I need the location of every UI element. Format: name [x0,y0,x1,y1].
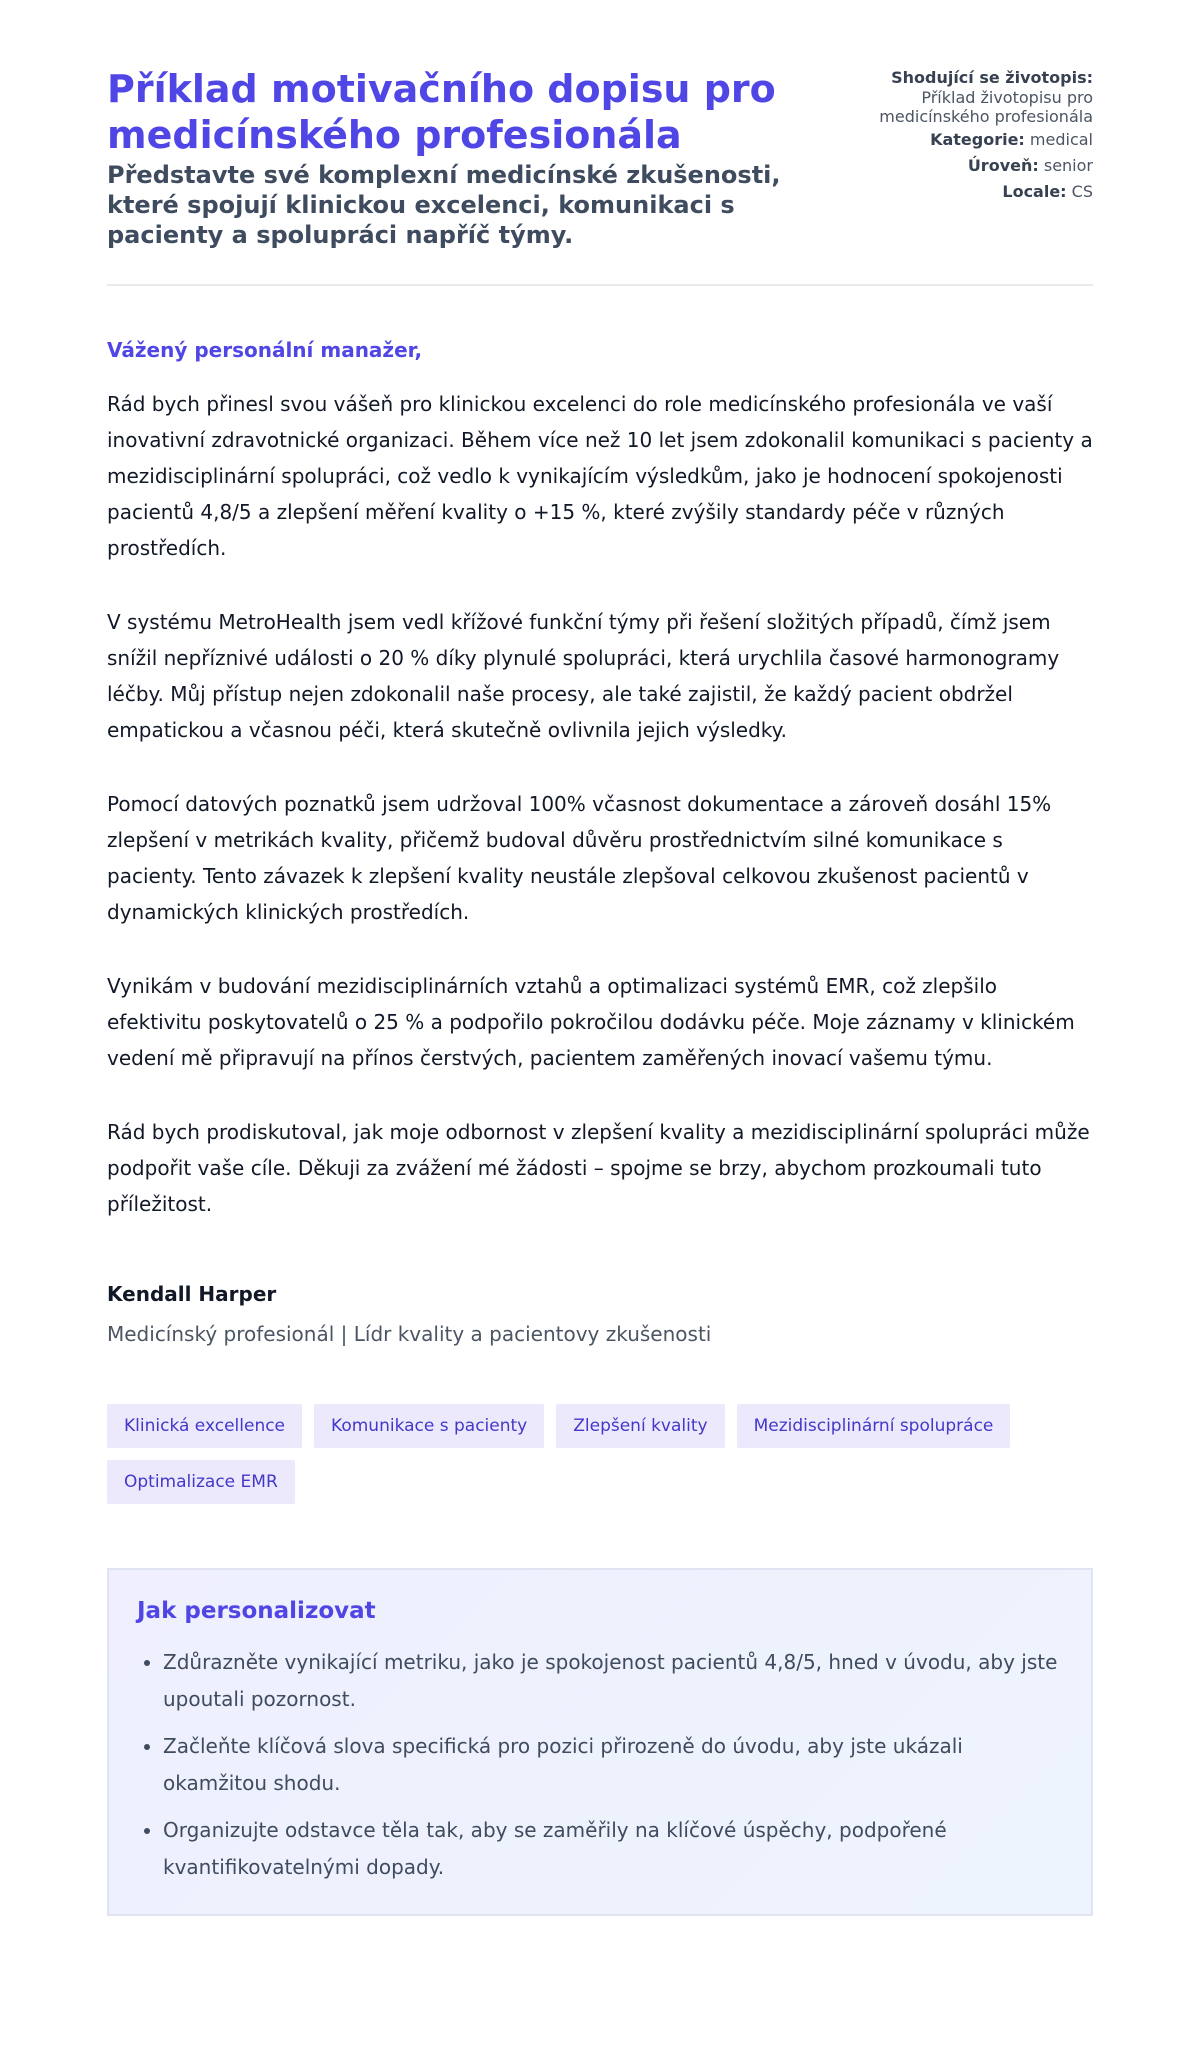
letter-greeting: Vážený personální manažer, [107,338,423,362]
skill-tag[interactable]: Zlepšení kvality [556,1404,724,1448]
tips-list [137,1644,1063,1886]
letter-paragraph: Rád bych prodiskutoval, jak moje odbornost v zlepšení kvality a mezidisciplinární spolupráci může podpořit vaše cíle. Děkuji za zvážení mé žádosti – spojme se brzy, abychom prozkoumali tuto příležitost. [107,1120,1090,1216]
tips-list-item: • Organizujte odstavce těla tak, aby se zaměřily na klíčové úspěchy, podpořené kvantifikovatelnými dopady. [163,1812,1063,1886]
page-title: Příklad motivačního dopisu pro medicínského profesionála [107,67,776,157]
skill-tags [107,1404,1093,1504]
letter-paragraph: V systému MetroHealth jsem vedl křížové funkční týmy při řešení složitých případů, čímž jsem snížil nepříznivé události o 20 % díky plynulé spolupráci, která urychlila časové harmonogramy léčby. Můj přístup nejen zdokonalil naše procesy, ale také zajistil, že každý pacient obdržel empatickou a včasnou péči, která skutečně ovlivnila jejich výsledky. [107,610,1060,742]
signature-block [107,1280,1093,1348]
meta-category-value: medical [1029,130,1093,149]
signature-name: Kendall Harper [107,1282,277,1306]
letter-body [107,386,1093,1222]
skill-tag[interactable]: Optimalizace EMR [107,1460,295,1504]
meta-level [833,156,1093,176]
skill-tag[interactable]: Komunikace s pacienty [314,1404,544,1448]
meta-category-label: Kategorie: [930,130,1025,149]
personalization-tips [107,1568,1093,1916]
meta-level-label: Úroveň: [967,156,1039,175]
tips-list-item: • Začleňte klíčová slova specifická pro pozici přirozeně do úvodu, aby jste ukázali okamžitou shodu. [163,1728,1063,1802]
tips-list-item: • Zdůrazněte vynikající metriku, jako je spokojenost pacientů 4,8/5, hned v úvodu, aby jste upoutali pozornost. [163,1644,1063,1718]
letter-paragraph: Rád bych přinesl svou vášeň pro klinickou excelenci do role medicínského profesionála ve vaší inovativní zdravotnické organizaci. Během více než 10 let jsem zdokonalil komunikaci s pacienty a mezidisciplinární spolupráci, což vedlo k vynikajícím výsledkům, jako je hodnocení spokojenosti pacientů 4,8/5 a zlepšení měření kvality o +15 %, které zvýšily standardy péče v různých prostředích. [107,392,1093,560]
meta-category [833,130,1093,150]
meta-resume-label: Shodující se životopis: [891,68,1093,87]
skill-tag[interactable]: Klinická excellence [107,1404,302,1448]
page-subtitle: Představte své komplexní medicínské zkušenosti, které spojují klinickou excelenci, komunikaci s pacienty a spolupráci napříč týmy. [107,161,781,249]
meta-resume [833,68,1093,126]
title-block [107,66,827,250]
meta-locale [833,182,1093,202]
cover-letter-page [107,0,1093,1916]
letter-paragraph: Pomocí datových poznatků jsem udržoval 100% včasnost dokumentace a zároveň dosáhl 15% zlepšení v metrikách kvality, přičemž budoval důvěru prostřednictvím silné komunikace s pacienty. Tento závazek k zlepšení kvality neustále zlepšoval celkovou zkušenost pacientů v dynamických klinických prostředích. [107,792,1052,924]
meta-locale-value: CS [1071,182,1093,201]
meta-locale-label: Locale: [1002,182,1067,201]
letter-paragraph: Vynikám v budování mezidisciplinárních vztahů a optimalizaci systémů EMR, což zlepšilo efektivitu poskytovatelů o 25 % a podpořilo pokročilou dodávku péče. Moje záznamy v klinickém vedení mě připravují na přínos čerstvých, pacientem zaměřených inovací vašemu týmu. [107,974,1075,1070]
signature-role: Medicínský profesionál | Lídr kvality a pacientovy zkušenosti [107,1322,712,1346]
skill-tag[interactable]: Mezidisciplinární spolupráce [737,1404,1011,1448]
tips-title: Jak personalizovat [137,1598,376,1624]
meta-level-value: senior [1043,156,1093,175]
meta-panel [833,68,1093,208]
meta-resume-link[interactable]: Příklad životopisu pro medicínského profesionála [879,88,1093,126]
page-header [107,66,1093,286]
